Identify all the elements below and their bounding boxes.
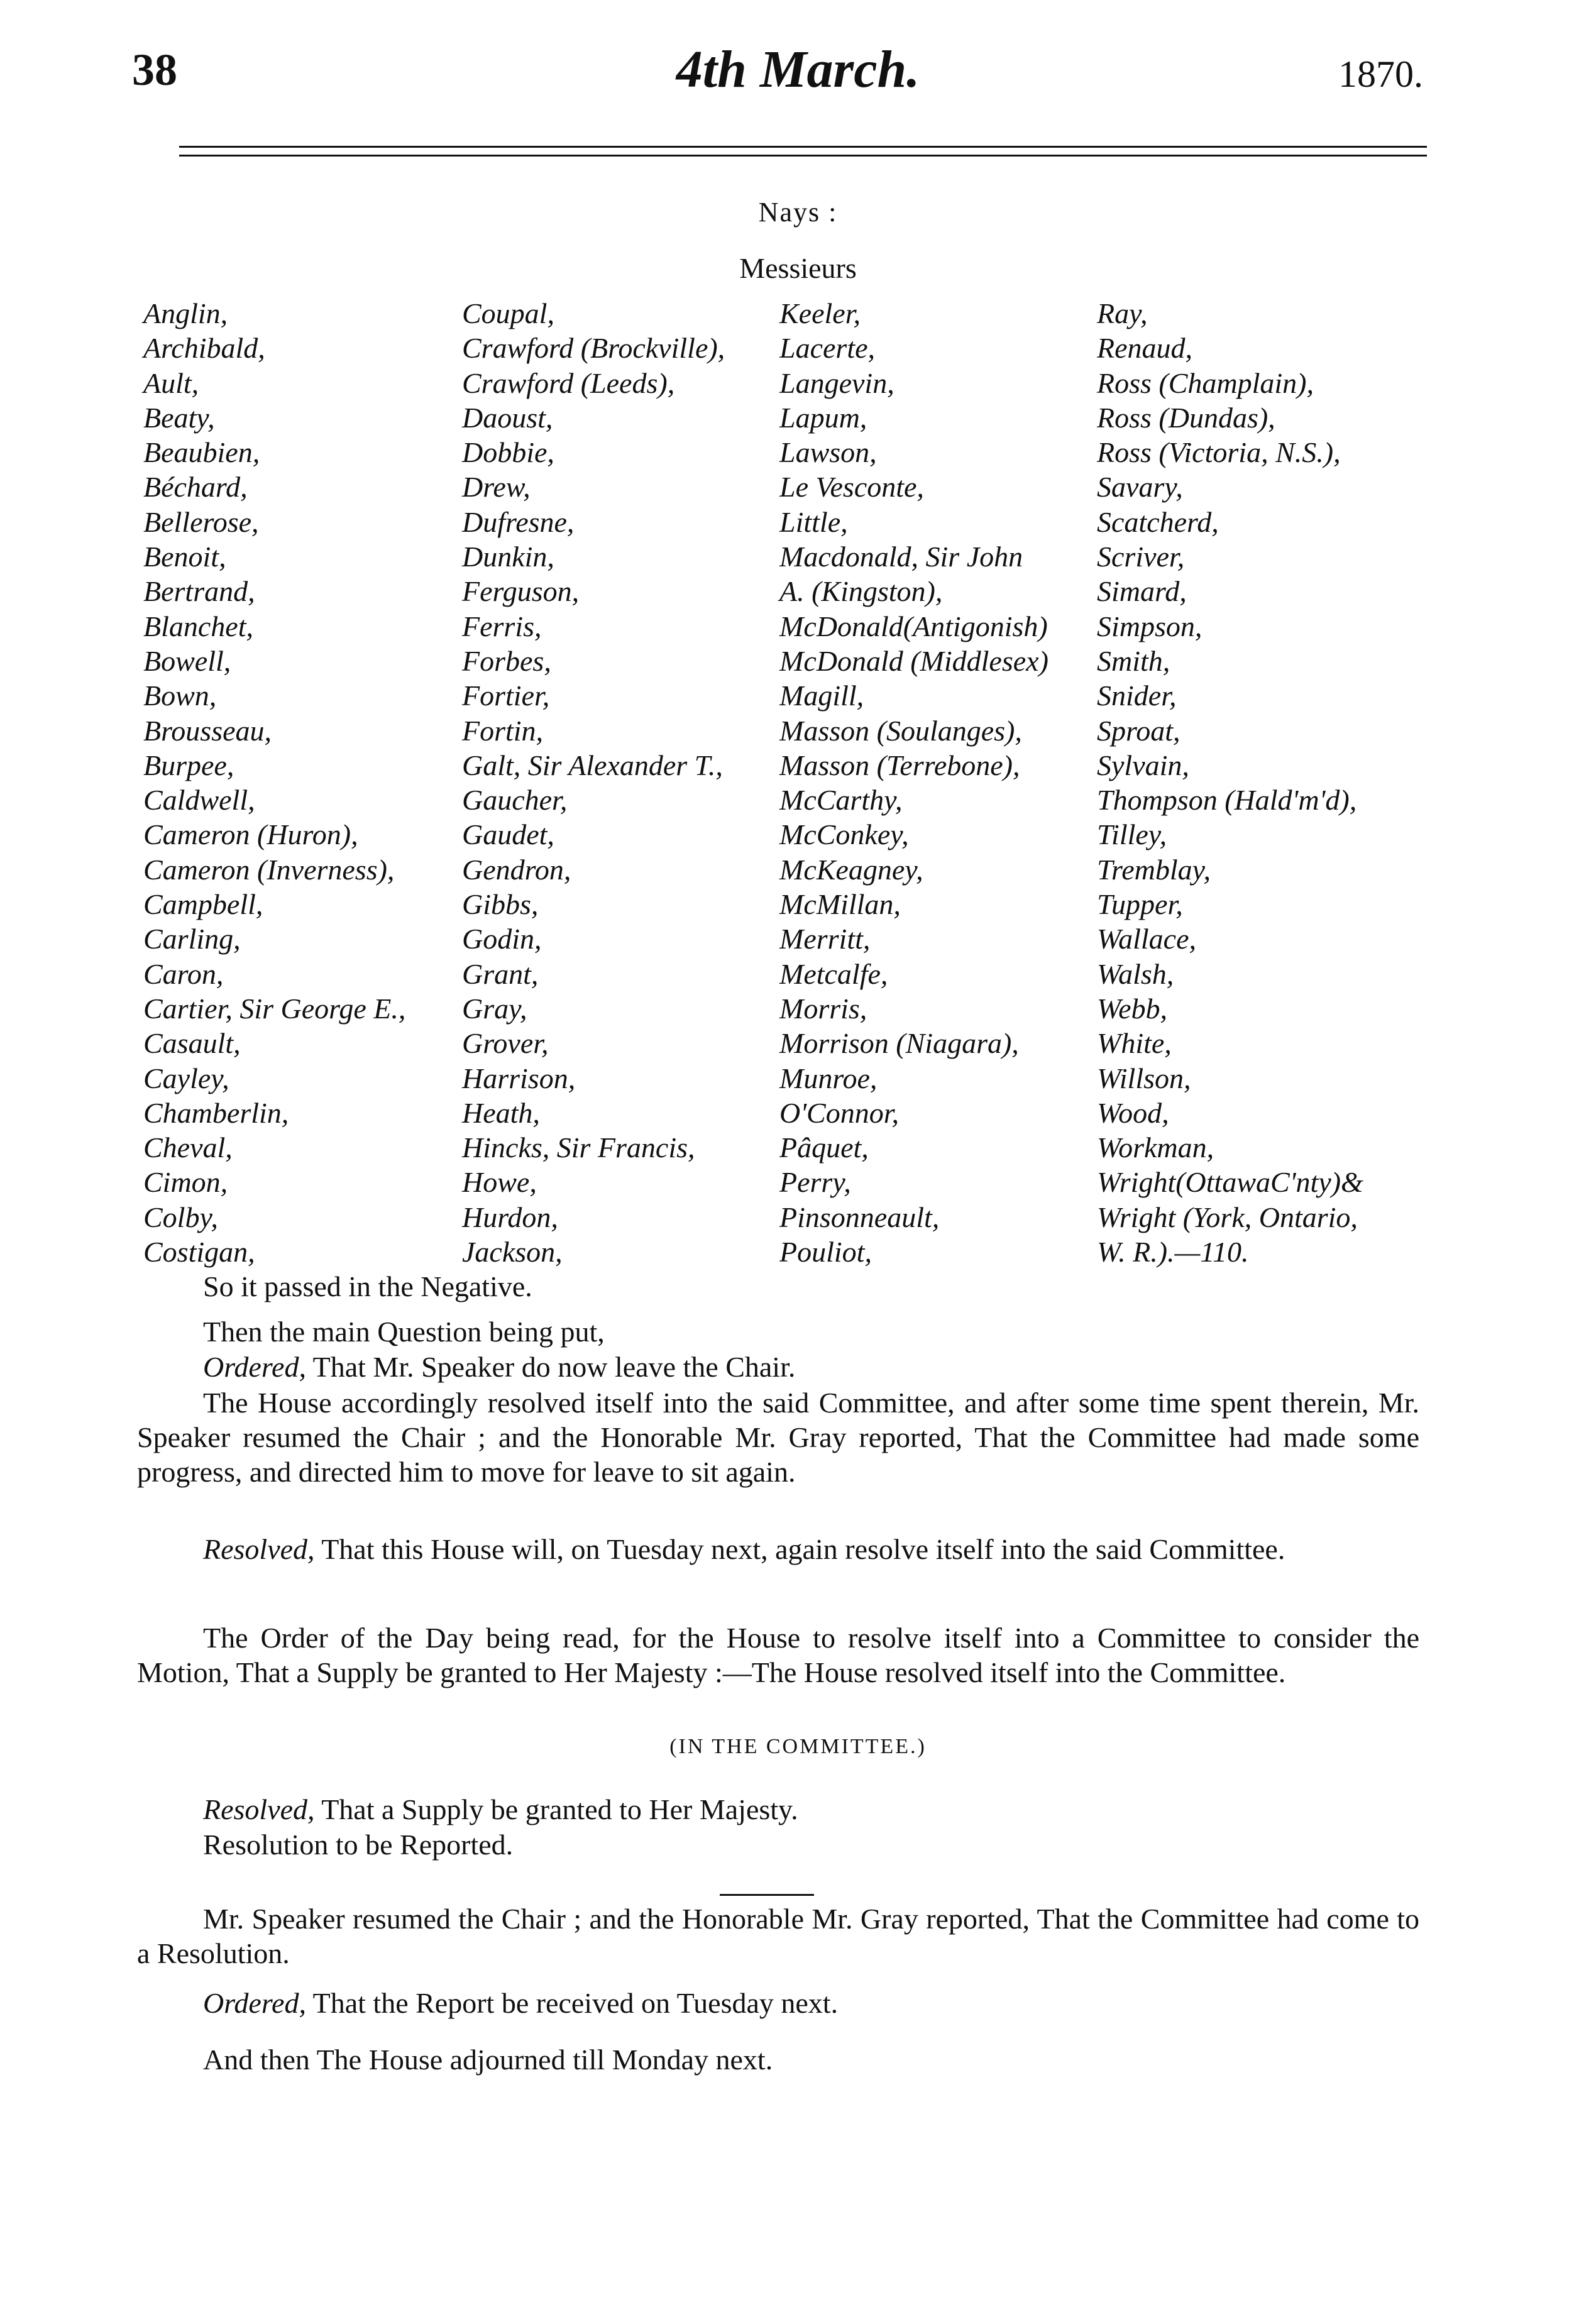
member-name: Scriver,: [1097, 541, 1185, 573]
member-name: Chamberlin,: [143, 1096, 289, 1129]
member-name: Masson (Soulanges),: [779, 714, 1022, 747]
page-year: 1870.: [1338, 53, 1423, 95]
member-name: Ferris,: [462, 610, 542, 642]
member-name: Crawford (Brockville),: [462, 332, 725, 365]
member-name: Howe,: [462, 1166, 537, 1199]
member-name: Forbes,: [462, 644, 551, 677]
member-name: Campbell,: [143, 888, 263, 921]
member-name: W. R.).—110.: [1097, 1236, 1249, 1268]
member-name: Le Vesconte,: [779, 471, 924, 503]
member-name: Wallace,: [1097, 923, 1196, 955]
member-name: Simard,: [1097, 575, 1187, 608]
resolution-reported: Resolution to be Reported.: [203, 1829, 514, 1861]
member-name: White,: [1097, 1027, 1172, 1060]
member-name: Tilley,: [1097, 818, 1167, 851]
resolved-text: That this House will, on Tuesday next, again resolve itself into the said Committee.: [321, 1533, 1285, 1565]
member-name: Wright(OttawaC'nty)&: [1097, 1166, 1363, 1199]
member-name: Wood,: [1097, 1096, 1169, 1129]
section-divider: [720, 1894, 814, 1896]
member-name: Archibald,: [143, 332, 265, 365]
member-name: Renaud,: [1097, 332, 1193, 365]
resolved-label: Resolved,: [203, 1533, 315, 1565]
member-name: Cheval,: [143, 1131, 233, 1164]
member-name: Workman,: [1097, 1131, 1214, 1164]
member-name: Blanchet,: [143, 610, 253, 642]
member-name: A. (Kingston),: [779, 575, 943, 608]
member-name: Smith,: [1097, 644, 1170, 677]
member-name: Dunkin,: [462, 541, 554, 573]
names-column-4: [1097, 296, 1363, 1269]
member-name: Hincks, Sir Francis,: [462, 1131, 695, 1164]
resolved-supply: [203, 1793, 798, 1826]
ordered-report-label: Ordered,: [203, 1987, 306, 2019]
member-name: Harrison,: [462, 1062, 576, 1094]
member-name: Masson (Terrebone),: [779, 749, 1020, 781]
member-name: Heath,: [462, 1096, 540, 1129]
member-name: Cameron (Inverness),: [143, 853, 395, 886]
member-name: Beaubien,: [143, 436, 260, 469]
member-name: Cameron (Huron),: [143, 818, 358, 851]
member-name: Ferguson,: [462, 575, 580, 608]
member-name: Anglin,: [143, 297, 228, 329]
member-name: Daoust,: [462, 401, 553, 434]
member-name: Grover,: [462, 1027, 549, 1060]
member-name: Béchard,: [143, 471, 248, 503]
member-name: Tupper,: [1097, 888, 1183, 921]
member-name: Gibbs,: [462, 888, 539, 921]
member-name: Galt, Sir Alexander T.,: [462, 749, 723, 781]
member-name: Metcalfe,: [779, 957, 888, 990]
member-name: Snider,: [1097, 680, 1177, 712]
member-name: Cimon,: [143, 1166, 228, 1199]
member-name: Fortin,: [462, 714, 544, 747]
member-name: McDonald (Middlesex): [779, 644, 1048, 677]
page-title: 4th March.: [676, 40, 920, 99]
member-name: Morris,: [779, 992, 867, 1025]
ordered-report: [203, 1986, 838, 2020]
member-name: Magill,: [779, 680, 864, 712]
committee-paragraph: The House accordingly resolved itself into the said Committee, and after some time spent therein, Mr. Speaker resumed the Chair ; and the Honorable Mr. Gray reported, That the Committee had made some progress, and directed him to move for leave to sit again.: [137, 1387, 1419, 1488]
member-name: Dobbie,: [462, 436, 554, 469]
member-name: Coupal,: [462, 297, 554, 329]
member-name: Bown,: [143, 680, 217, 712]
member-name: Wright (York, Ontario,: [1097, 1201, 1358, 1233]
member-name: Pâquet,: [779, 1131, 869, 1164]
member-name: Benoit,: [143, 541, 226, 573]
speaker-report-paragraph: Mr. Speaker resumed the Chair ; and the Honorable Mr. Gray reported, That the Committee had come to a Resolution.: [137, 1903, 1419, 1969]
member-name: Caldwell,: [143, 784, 255, 817]
member-name: Little,: [779, 505, 848, 538]
member-name: Carling,: [143, 923, 241, 955]
member-name: Grant,: [462, 957, 539, 990]
member-name: Godin,: [462, 923, 542, 955]
member-name: Scatcherd,: [1097, 505, 1219, 538]
member-name: McConkey,: [779, 818, 909, 851]
member-name: Webb,: [1097, 992, 1168, 1025]
member-name: Munroe,: [779, 1062, 878, 1094]
member-name: Lapum,: [779, 401, 867, 434]
nays-heading: Nays :: [758, 197, 838, 228]
member-name: Ross (Champlain),: [1097, 366, 1314, 399]
member-name: Costigan,: [143, 1236, 255, 1268]
member-name: Jackson,: [462, 1236, 563, 1268]
member-name: Ross (Dundas),: [1097, 401, 1275, 434]
names-column-3: [779, 296, 1048, 1269]
member-name: Burpee,: [143, 749, 234, 781]
names-column-1: [143, 296, 405, 1269]
member-name: Walsh,: [1097, 957, 1174, 990]
member-name: Pinsonneault,: [779, 1201, 940, 1233]
member-name: Gaucher,: [462, 784, 568, 817]
member-name: Brousseau,: [143, 714, 272, 747]
member-name: Ross (Victoria, N.S.),: [1097, 436, 1341, 469]
member-name: McKeagney,: [779, 853, 923, 886]
member-name: Lawson,: [779, 436, 877, 469]
member-name: Cayley,: [143, 1062, 229, 1094]
member-name: O'Connor,: [779, 1096, 900, 1129]
main-question-line: Then the main Question being put,: [203, 1316, 605, 1348]
member-name: McMillan,: [779, 888, 901, 921]
member-name: Caron,: [143, 957, 224, 990]
member-name: Tremblay,: [1097, 853, 1211, 886]
messieurs-heading: Messieurs: [739, 252, 857, 284]
member-name: Ray,: [1097, 297, 1148, 329]
member-name: Bowell,: [143, 644, 231, 677]
resolved-supply-label: Resolved,: [203, 1793, 315, 1825]
member-name: Dufresne,: [462, 505, 575, 538]
member-name: Simpson,: [1097, 610, 1203, 642]
ordered-text: That Mr. Speaker do now leave the Chair.: [312, 1351, 796, 1383]
resolved-supply-text: That a Supply be granted to Her Majesty.: [321, 1793, 798, 1825]
member-name: Thompson (Hald'm'd),: [1097, 784, 1357, 817]
names-column-2: [462, 296, 725, 1269]
member-name: Gendron,: [462, 853, 571, 886]
member-name: Macdonald, Sir John: [779, 541, 1023, 573]
member-name: Sproat,: [1097, 714, 1180, 747]
member-name: Casault,: [143, 1027, 241, 1060]
member-name: Gaudet,: [462, 818, 554, 851]
member-name: Willson,: [1097, 1062, 1191, 1094]
order-of-day-paragraph: The Order of the Day being read, for the House to resolve itself into a Committee to consider the Motion, That a Supply be granted to Her Majesty :—The House resolved itself into the Committee.: [137, 1622, 1419, 1688]
member-name: Merritt,: [779, 923, 871, 955]
member-name: Hurdon,: [462, 1201, 558, 1233]
member-name: Beaty,: [143, 401, 215, 434]
member-name: Pouliot,: [779, 1236, 872, 1268]
ordered-leave-chair: [203, 1350, 795, 1384]
member-name: Ault,: [143, 366, 199, 399]
header-rule-top: [179, 146, 1427, 148]
in-committee-heading: (IN THE COMMITTEE.): [669, 1735, 927, 1758]
member-name: Sylvain,: [1097, 749, 1189, 781]
page-number: 38: [132, 45, 177, 95]
member-name: Fortier,: [462, 680, 550, 712]
adjourned-line: And then The House adjourned till Monday next.: [203, 2044, 773, 2076]
resolved-tuesday-paragraph: [137, 1532, 1419, 1566]
member-name: Bertrand,: [143, 575, 255, 608]
member-name: Langevin,: [779, 366, 894, 399]
ordered-report-text: That the Report be received on Tuesday next.: [312, 1987, 839, 2019]
member-name: Perry,: [779, 1166, 851, 1199]
ordered-label: Ordered,: [203, 1351, 306, 1383]
member-name: Cartier, Sir George E.,: [143, 992, 406, 1025]
member-name: Crawford (Leeds),: [462, 366, 675, 399]
header-rule-bottom: [179, 155, 1427, 157]
member-name: Drew,: [462, 471, 531, 503]
member-name: McDonald(Antigonish): [779, 610, 1048, 642]
member-name: McCarthy,: [779, 784, 903, 817]
member-name: Keeler,: [779, 297, 861, 329]
member-name: Colby,: [143, 1201, 218, 1233]
member-name: Lacerte,: [779, 332, 876, 365]
member-name: Morrison (Niagara),: [779, 1027, 1019, 1060]
member-name: Bellerose,: [143, 505, 259, 538]
member-name: Gray,: [462, 992, 527, 1025]
member-name: Savary,: [1097, 471, 1183, 503]
negative-line: So it passed in the Negative.: [203, 1270, 532, 1302]
